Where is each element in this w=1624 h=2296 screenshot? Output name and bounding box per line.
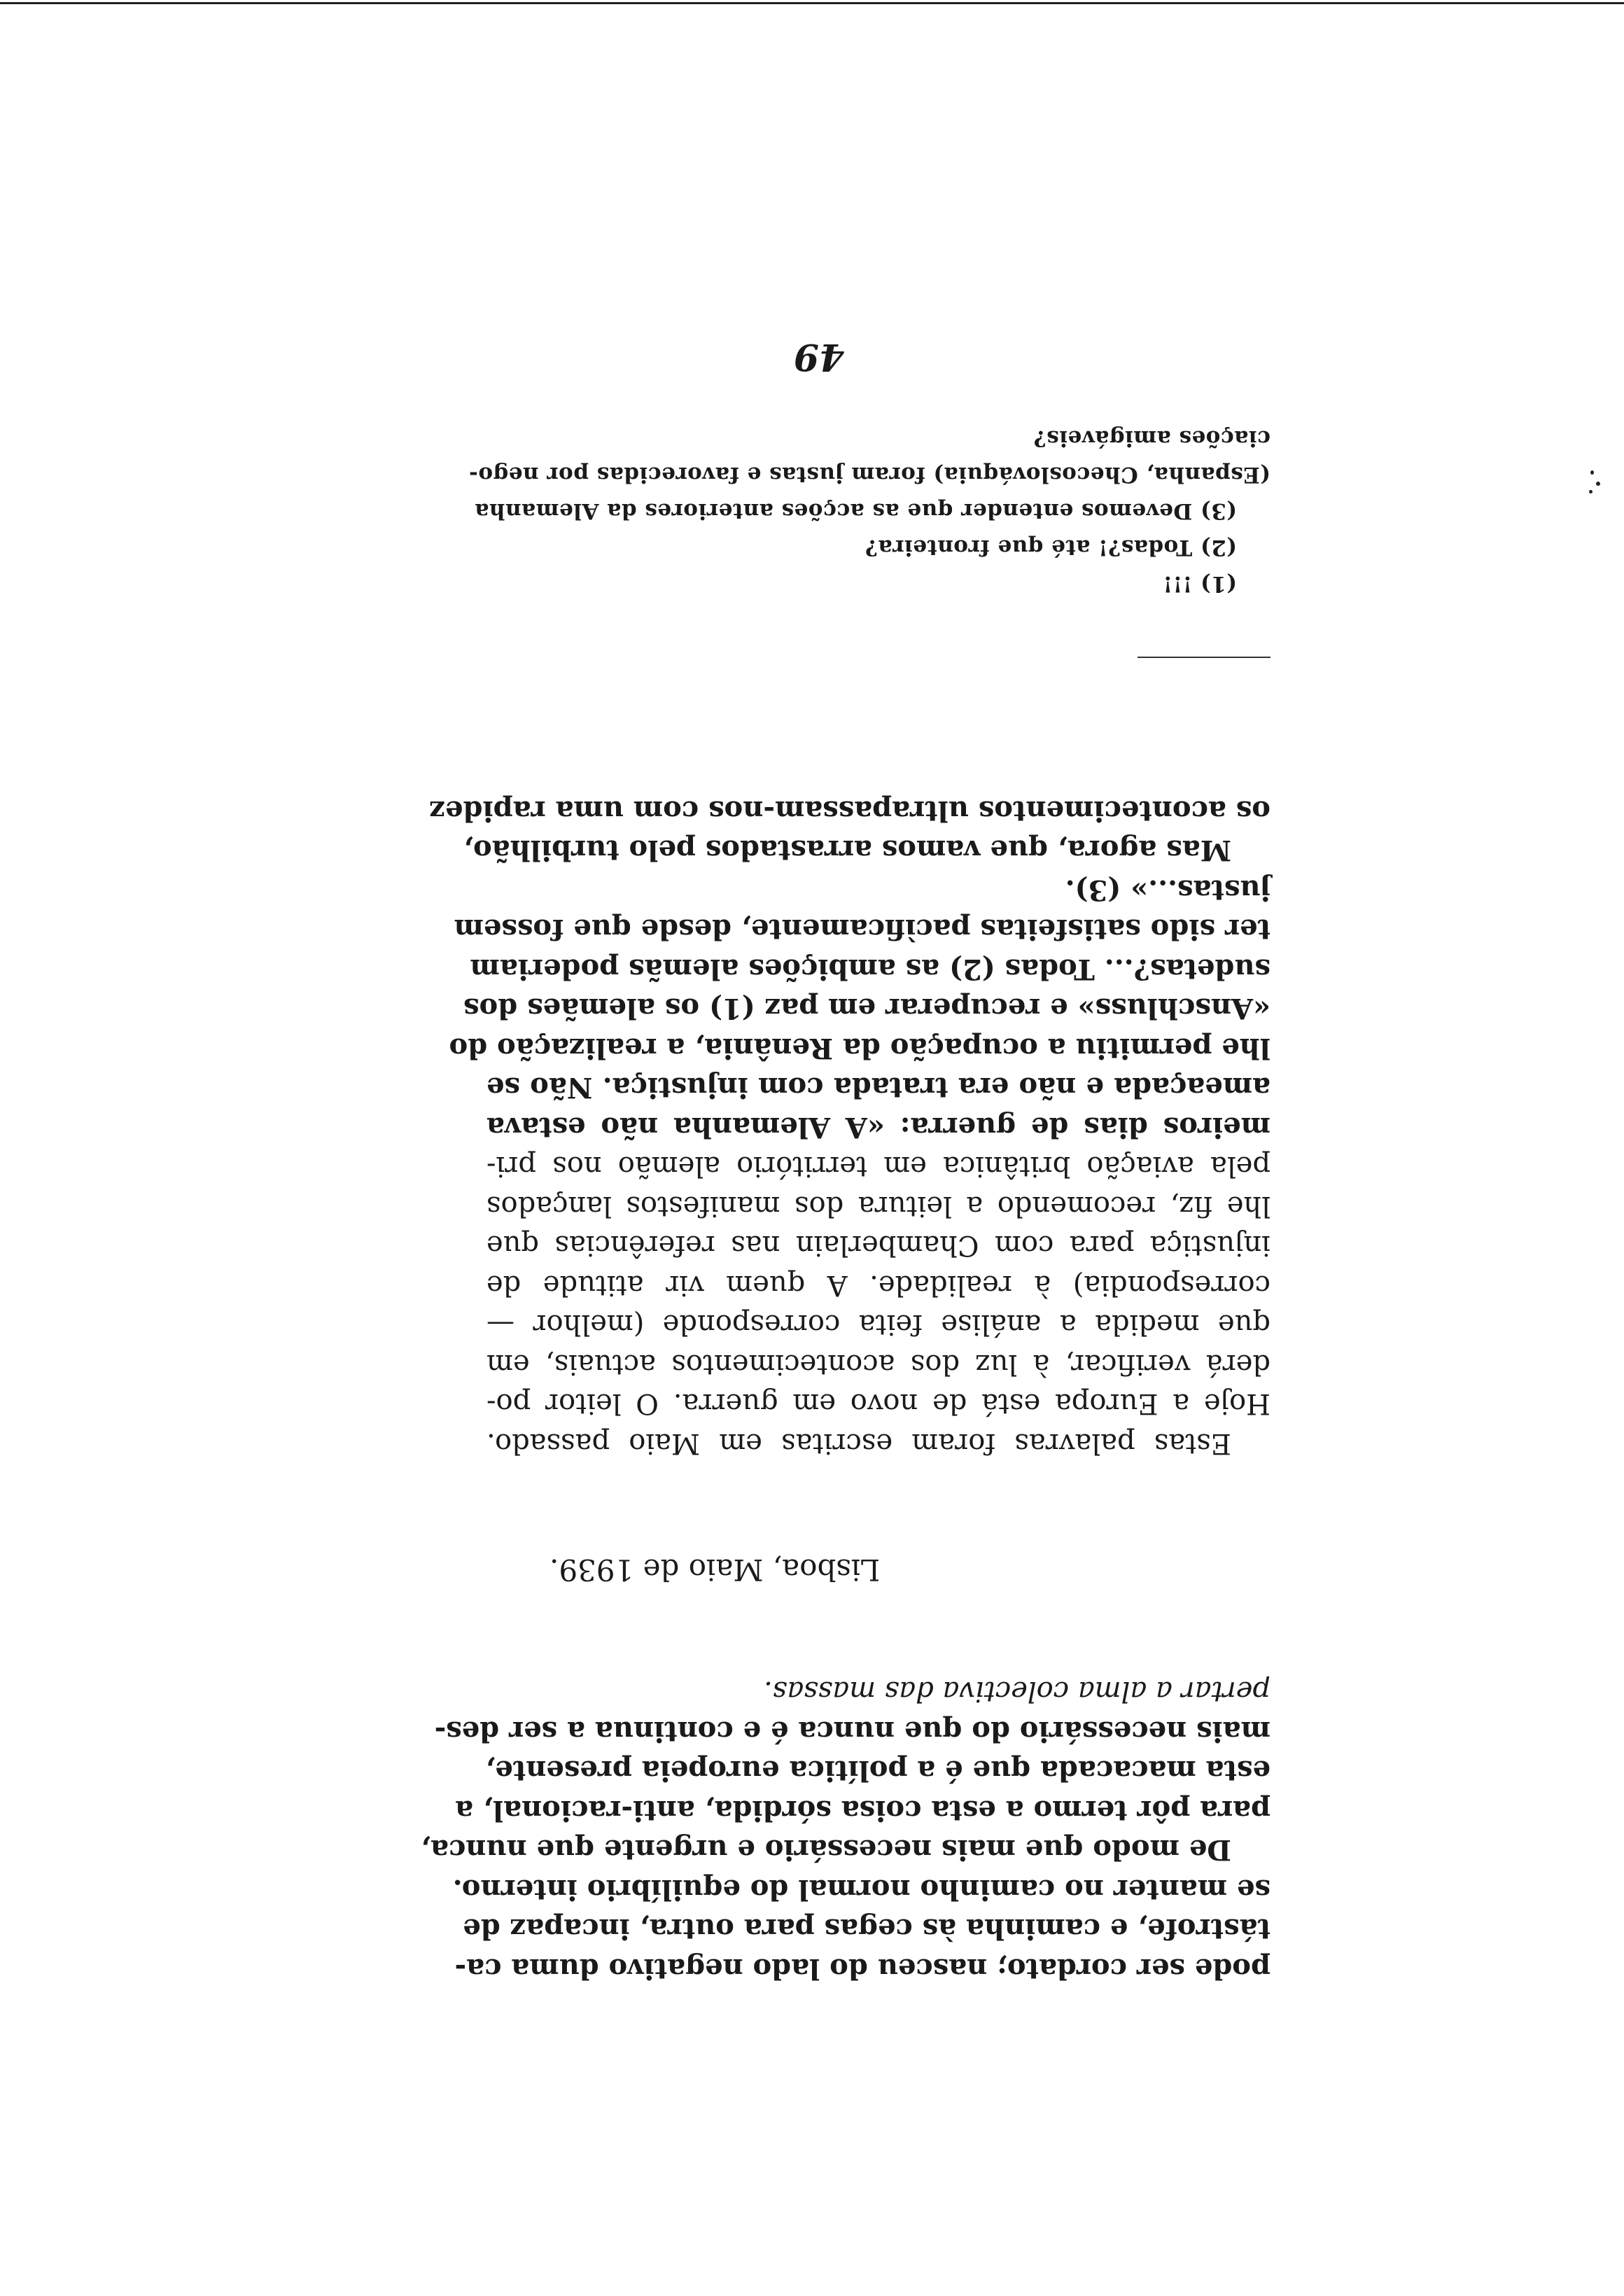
scan-edge-line bbox=[0, 2, 1624, 4]
text-line: mais necessário do que nunca é e continua a ser des- bbox=[434, 1715, 1270, 1748]
text-line: ameaçada e não era tratada com injustiça. Não se bbox=[486, 1071, 1270, 1105]
page-number: 49 bbox=[793, 335, 845, 378]
text-line: lhe fiz, recomendo a leitura dos manifestos lançados bbox=[486, 1190, 1270, 1222]
footnote-separator-rule bbox=[1138, 657, 1270, 658]
text-line: se manter no caminho normal do equilíbrio interno. bbox=[452, 1873, 1270, 1906]
footnotes bbox=[468, 420, 1270, 602]
text-line: meiros dias de guerra: «A Alemanha não estava bbox=[486, 1111, 1270, 1144]
top-text-block bbox=[421, 1672, 1270, 1988]
footnote-3: (3) Devemos entender que as acções anteriores da Alemanha bbox=[474, 498, 1237, 524]
text-line: pertar a alma colectiva das massas. bbox=[764, 1675, 1270, 1708]
text-line: «Anschluss» e recuperar em paz (1) os alemães dos bbox=[463, 992, 1270, 1026]
footnote-1: (1) !!! bbox=[1162, 571, 1237, 596]
text-line: esta macacada que é a política europeia presente, bbox=[485, 1754, 1270, 1788]
scan-speck-mark bbox=[1588, 470, 1607, 498]
paragraph-continuation bbox=[452, 1870, 1270, 1989]
footnote-3-continued: (Espanha, Checoslováquia) foram justas e favorecidas por nego- bbox=[468, 462, 1270, 487]
paragraph-de-modo bbox=[421, 1672, 1270, 1870]
main-text-block bbox=[429, 791, 1270, 1464]
text-line: derá verificar, à luz dos acontecimentos actuais, em bbox=[486, 1348, 1270, 1380]
text-line: correspondia) à realidade. A quem vir atitude de bbox=[486, 1269, 1270, 1301]
text-line: Mas agora, que vamos arrastados pelo turbilhão, bbox=[463, 834, 1231, 867]
paragraph-estas-palavras bbox=[449, 870, 1270, 1464]
text-line: pela aviação britânica em território alemão nos pri- bbox=[486, 1150, 1270, 1183]
place-date-signature: Lisboa, Maio de 1939. bbox=[550, 1553, 881, 1587]
text-line: tástrofe, e caminha às cegas para outra, incapaz de bbox=[463, 1912, 1270, 1946]
footnote-3-continued: ciações amigáveis? bbox=[1033, 426, 1270, 451]
text-line: pode ser cordato; nasceu do lado negativo duma ca- bbox=[454, 1952, 1270, 1985]
text-line: De modo que mais necessário e urgente que nunca, bbox=[421, 1833, 1231, 1867]
text-line: sudetas?... Todas (2) as ambições alemãs poderiam bbox=[470, 953, 1270, 986]
text-line: Estas palavras foram escritas em Maio passado. bbox=[486, 1427, 1231, 1460]
text-line: para pôr termo a esta coisa sórdida, anti-racional, a bbox=[455, 1794, 1270, 1827]
text-line: injustiça para com Chamberlain nas referências que bbox=[486, 1229, 1270, 1262]
text-line: justas...» (3). bbox=[1065, 874, 1270, 906]
text-line: Hoje a Europa está de novo em guerra. O leitor po- bbox=[486, 1387, 1270, 1420]
text-line: lhe permitiu a ocupação da Renânia, a realização do bbox=[449, 1032, 1270, 1065]
paragraph-mas-agora bbox=[429, 791, 1270, 870]
text-line: os acontecimentos ultrapassam-nos com uma rapidez bbox=[429, 794, 1270, 827]
text-line: ter sido satisfeitas pacìficamente, desde que fossem bbox=[454, 913, 1270, 946]
text-line: que medida a análise feita corresponde (melhor — bbox=[486, 1308, 1270, 1341]
footnote-2: (2) Todas?! até que fronteira? bbox=[864, 535, 1237, 560]
